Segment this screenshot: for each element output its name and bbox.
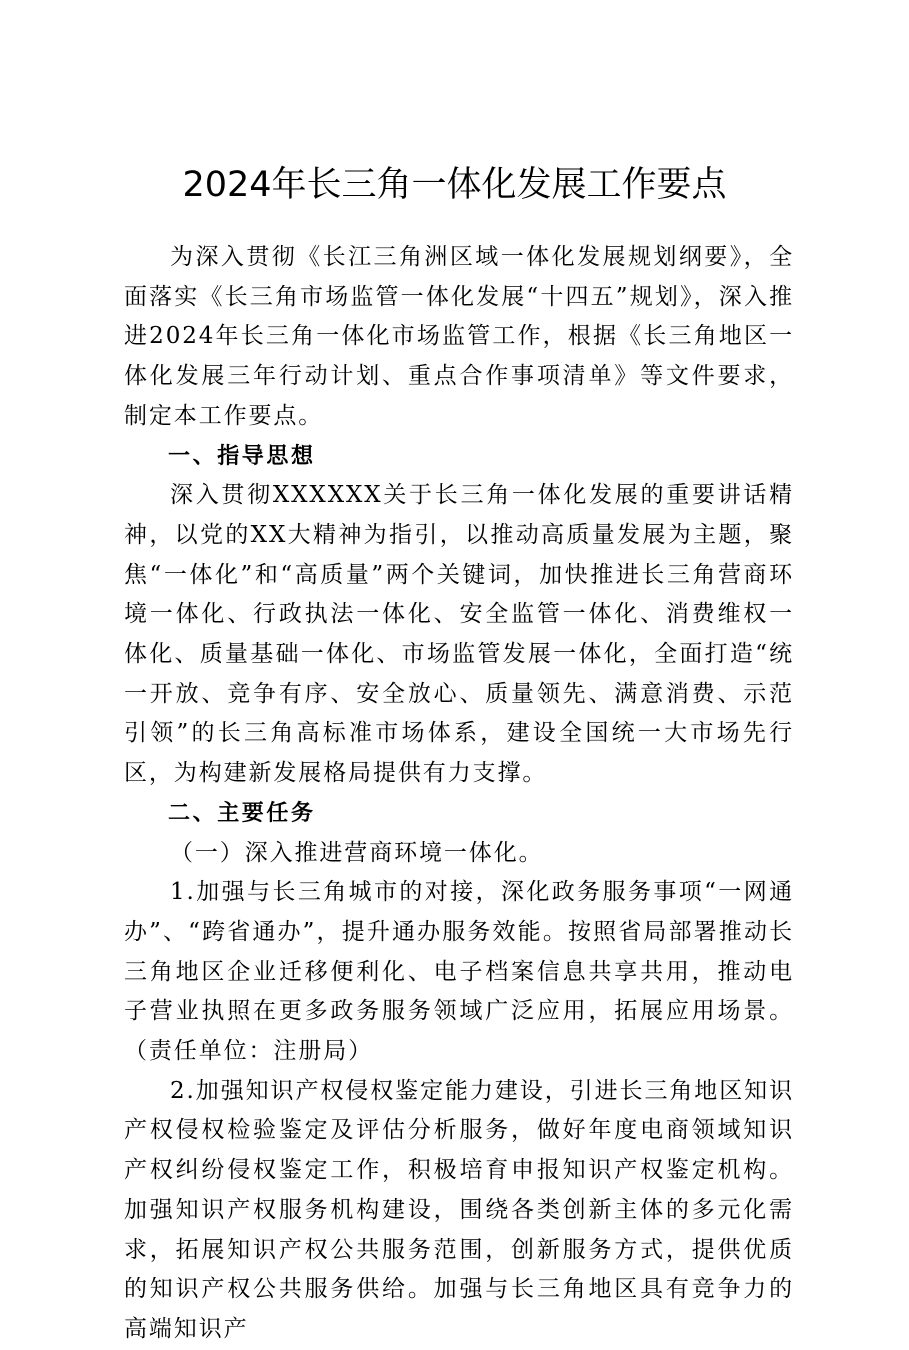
section-heading-guiding-thought: 一、指导思想 (168, 443, 316, 469)
intro-paragraph: 为深入贯彻《长江三角洲区域一体化发展规划纲要》，全面落实《长三角市场监管一体化发展“十四五”规划》，深入推进2024年长三角一体化市场监管工作，根据《长三角地区一体化发展三年行动计划、重点合作事项清单》等文件要求，制定本工作要点。 (124, 244, 794, 429)
guiding-thought-paragraph: 深入贯彻XXXXXX关于长三角一体化发展的重要讲话精神，以党的XX大精神为指引，以推动高质量发展为主题，聚焦“一体化”和“高质量”两个关键词，加快推进长三角营商环境一体化、行政执法一体化、安全监管一体化、消费维权一体化、质量基础一体化、市场监管发展一体化，全面打造“统一开放、竞争有序、安全放心、质量领先、满意消费、示范引领”的长三角高标准市场体系，建设全国统一大市场先行区，为构建新发展格局提供有力支撑。 (124, 482, 794, 787)
task-item-2: 2.加强知识产权侵权鉴定能力建设，引进长三角地区知识产权侵权检验鉴定及评估分析服务，做好年度电商领域知识产权纠纷侵权鉴定工作，积极培育申报知识产权鉴定机构。加强知识产权服务机构建设，围绕各类创新主体的多元化需求，拓展知识产权公共服务范围，创新服务方式，提供优质的知识产权公共服务供给。加强与长三角地区具有竞争力的高端知识产 (124, 1077, 794, 1342)
subsection-heading-business-environment: （一）深入推进营商环境一体化。 (170, 839, 544, 866)
document-title: 2024年长三角一体化发展工作要点 (182, 165, 727, 205)
section-heading-main-tasks: 二、主要任务 (168, 800, 316, 826)
task-item-1: 1.加强与长三角城市的对接，深化政务服务事项“一网通办”、“跨省通办”，提升通办服务效能。按照省局部署推动长三角地区企业迁移便利化、电子档案信息共享共用，推动电子营业执照在更多政务服务领域广泛应用，拓展应用场景。（责任单位：注册局） (124, 879, 794, 1065)
document-body (124, 238, 794, 1350)
